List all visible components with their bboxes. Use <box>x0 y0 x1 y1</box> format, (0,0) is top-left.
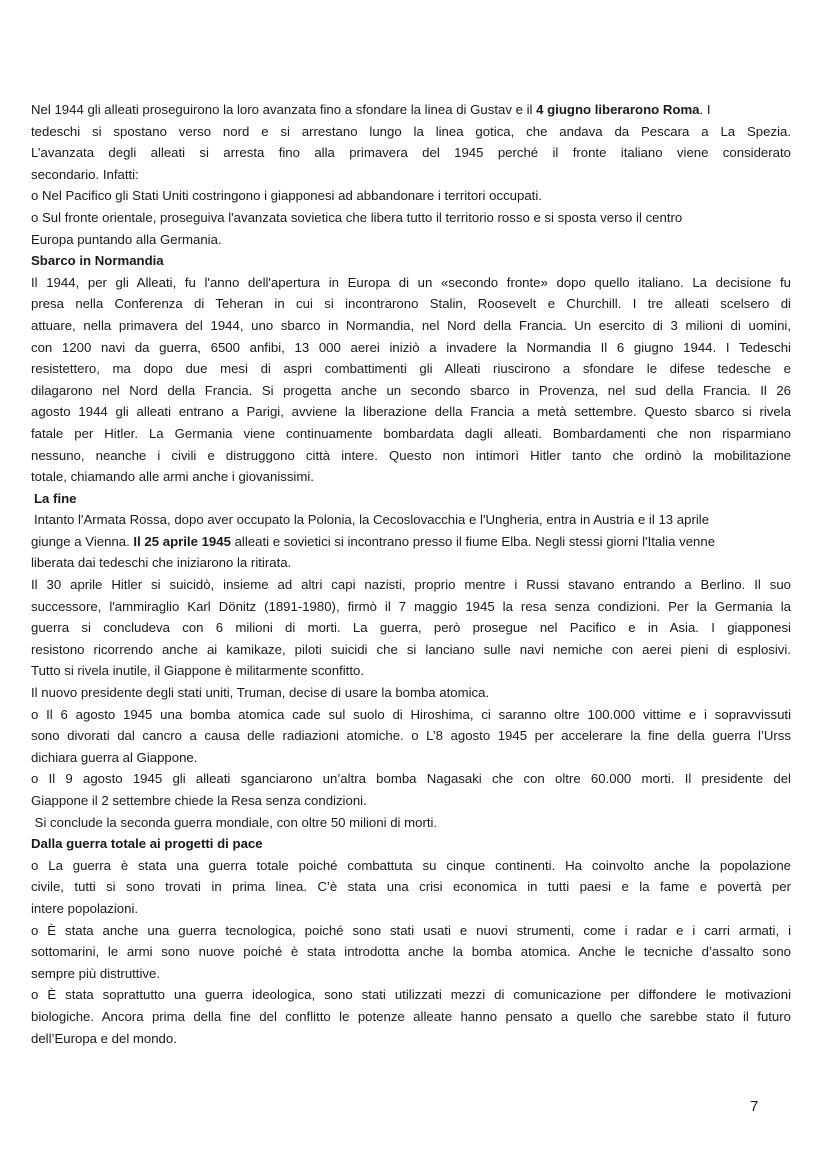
paragraph-line: biologiche. Ancora prima della fine del conflitto le potenze alleate hanno pensato a quello che sarebbe stato il futuro <box>31 1008 791 1024</box>
paragraph-line: successore, l'ammiraglio Karl Dönitz (1891-1980), firmò il 7 maggio 1945 la resa senza condizioni. Per la Germania la <box>31 598 791 614</box>
section-heading-pace: Dalla guerra totale ai progetti di pace <box>31 836 263 852</box>
paragraph-line: sempre più distruttive. <box>31 965 160 981</box>
text-span: alleati e sovietici si incontrano presso il fiume Elba. Negli stessi giorni l'Italia venne <box>230 533 716 549</box>
paragraph-line <box>31 531 791 553</box>
paragraph-line: dilagarono nel Nord della Francia. Si progetta anche un secondo sbarco in Provenza, nel sud della Francia. Il 26 <box>31 382 791 398</box>
paragraph-line: o È stata soprattutto una guerra ideologica, sono stati utilizzati mezzi di comunicazione per diffondere le motivazioni <box>31 987 791 1003</box>
section-heading-normandia: Sbarco in Normandia <box>31 253 164 269</box>
paragraph-line: presa nella Conferenza di Teheran in cui si incontrarono Stalin, Roosevelt e Churchill. I tre alleati scelsero di <box>31 296 791 312</box>
bold-span: 4 giugno liberarono Roma <box>536 102 700 117</box>
intro-line-5: o Nel Pacifico gli Stati Uniti costringono i giapponesi ad abbandonare i territori occupati. <box>31 188 542 204</box>
paragraph-line: resistettero, ma dopo due mesi di aspri combattimenti gli Alleati riuscirono a sfondare le difese tedesche e <box>31 361 791 377</box>
paragraph-line: intere popolazioni. <box>31 900 139 916</box>
paragraph-line: Il 1944, per gli Alleati, fu l'anno dell'apertura in Europa di un «secondo fronte» dopo quello italiano. La decisione fu <box>31 274 791 290</box>
text-span: giunge a Vienna. <box>31 533 134 549</box>
intro-line-3: L’avanzata degli alleati si arresta fino alla primavera del 1945 perché il fronte italiano viene considerato <box>31 145 791 161</box>
paragraph-line: fatale per Hitler. La Germania viene continuamente bombardata dagli alleati. Bombardamenti che non risparmiano <box>31 425 791 441</box>
paragraph-line: Il 30 aprile Hitler si suicidò, insieme ad altri capi nazisti, proprio mentre i Russi stavano entrando a Berlino. Il suo <box>31 577 791 593</box>
intro-line-7: Europa puntando alla Germania. <box>31 231 222 247</box>
paragraph-line: Si conclude la seconda guerra mondiale, con oltre 50 milioni di morti. <box>31 814 438 830</box>
paragraph-line: o È stata anche una guerra tecnologica, poiché sono stati usati e nuovi strumenti, come i radar e i carri armati, i <box>31 922 791 938</box>
paragraph-line: civile, tutti si sono trovati in prima linea. C’è stata una crisi economica in tutti paesi e la fame e povertà per <box>31 879 791 895</box>
paragraph-line: o La guerra è stata una guerra totale poiché combattuta su cinque continenti. Ha coinvolto anche la popolazione <box>31 857 791 873</box>
paragraph-line: nessuno, neanche i civili e distruggono città intere. Questo non intimorì Hitler tanto che ordinò la mobilitazione <box>31 447 791 463</box>
paragraph-line: o Il 9 agosto 1945 gli alleati sganciarono un’altra bomba Nagasaki che con oltre 60.000 morti. Il presidente del <box>31 771 791 787</box>
paragraph-line: totale, chiamando alle armi anche i giovanissimi. <box>31 469 314 485</box>
paragraph-line: liberata dai tedeschi che iniziarono la ritirata. <box>31 555 292 571</box>
paragraph-line: guerra si concludeva con 6 milioni di morti. La guerra, però prosegue nel Pacifico e in Asia. I giapponesi <box>31 620 791 636</box>
page-number: 7 <box>750 1098 759 1115</box>
bold-span: Il 25 aprile 1945 <box>133 533 231 549</box>
paragraph-line: sottomarini, le armi sono nuove poiché è stata introdotta anche la bomba atomica. Anche le tecniche d’assalto sono <box>31 944 791 960</box>
paragraph-line: dichiara guerra al Giappone. <box>31 749 198 765</box>
intro-line-1 <box>31 99 791 121</box>
paragraph-line: Giappone il 2 settembre chiede la Resa senza condizioni. <box>31 793 367 808</box>
section-heading-fine: La fine <box>34 490 77 506</box>
paragraph-line: Il nuovo presidente degli stati uniti, Truman, decise di usare la bomba atomica. <box>31 685 490 701</box>
paragraph-line: o Il 6 agosto 1945 una bomba atomica cade sul suolo di Hiroshima, ci saranno oltre 100.000 vittime e i sopravvissuti <box>31 706 791 722</box>
paragraph-line: Intanto l'Armata Rossa, dopo aver occupato la Polonia, la Cecoslovacchia e l'Ungheria, entra in Austria e il 13 aprile <box>34 512 710 528</box>
intro-line-2: tedeschi si spostano verso nord e si arrestano lungo la linea gotica, che andava da Pescara a La Spezia. <box>31 123 791 139</box>
intro-line-6: o Sul fronte orientale, proseguiva l'avanzata sovietica che libera tutto il territorio rosso e si sposta verso il centro <box>31 209 683 225</box>
text-span: . I <box>699 102 711 117</box>
paragraph-line: attuare, nella primavera del 1944, uno sbarco in Normandia, nel Nord della Francia. Un esercito di 3 milioni di uomini, <box>31 317 791 333</box>
paragraph-line: agosto 1944 gli alleati entrano a Parigi, avviene la liberazione della Francia a metà settembre. Questo sbarco si rivela <box>31 404 791 420</box>
document-body <box>31 99 791 1049</box>
paragraph-line: resistono ricorrendo anche ai kamikaze, piloti suicidi che si lanciano sulle navi nemiche con aerei pieni di esplosivi. <box>31 641 791 657</box>
paragraph-line: Tutto si rivela inutile, il Giappone è militarmente sconfitto. <box>31 663 365 679</box>
paragraph-line: con 1200 navi da guerra, 6500 anfibi, 13 000 aerei iniziò a invadere la Normandia Il 6 giugno 1944. I Tedeschi <box>31 339 791 355</box>
paragraph-line: dell’Europa e del mondo. <box>31 1030 177 1046</box>
text-span: Nel 1944 gli alleati proseguirono la loro avanzata fino a sfondare la linea di Gustav e il <box>31 102 537 117</box>
intro-line-4: secondario. Infatti: <box>31 166 139 182</box>
paragraph-line: sono divorati dal cancro a causa delle radiazioni atomiche. o L’8 agosto 1945 per accelerare la fine della guerra l’Urss <box>31 728 791 744</box>
